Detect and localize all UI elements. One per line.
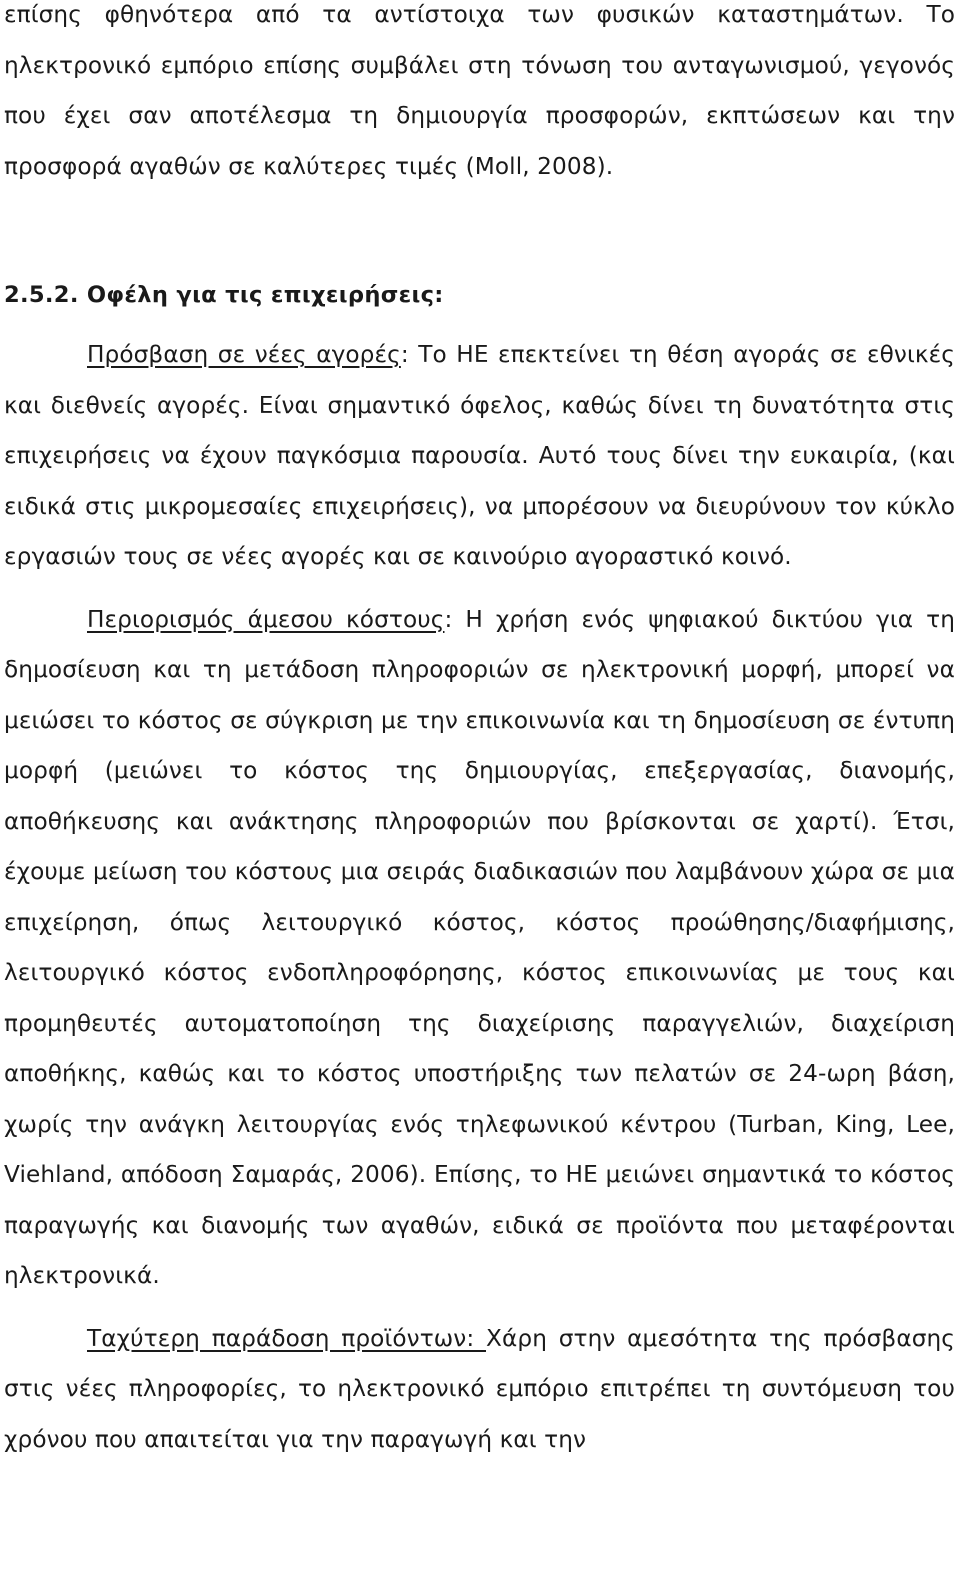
paragraph-market-access — [4, 330, 955, 583]
spacer — [4, 320, 955, 330]
intro-paragraph: επίσης φθηνότερα από τα αντίστοιχα των φυσικών καταστημάτων. Το ηλεκτρονικό εμπόριο επίσης συμβάλει στη τόνωση του ανταγωνισμού, γεγονός που έχει σαν αποτέλεσμα τη δημιουργία προσφορών, εκπτώσεων και την προσφορά αγαθών σε καλύτερες τιμές (Moll, 2008). — [4, 1, 955, 180]
paragraph-faster-delivery — [4, 1314, 955, 1466]
term-faster-delivery: Ταχύτερη παράδοση προϊόντων: — [87, 1324, 486, 1352]
paragraph-cost-reduction — [4, 595, 955, 1302]
paragraph-body: Χάρη στην αμεσότητα της πρόσβασης στις νέες πληροφορίες, το ηλεκτρονικό εμπόριο επιτρέπει τη συντόμευση του χρόνου που απαιτείται για την παραγωγή και την — [4, 1324, 956, 1453]
term-market-access: Πρόσβαση σε νέες αγορές — [87, 341, 401, 368]
spacer — [4, 1302, 955, 1314]
paragraph-body: Το ΗΕ επεκτείνει τη θέση αγοράς σε εθνικές και διεθνείς αγορές. Είναι σημαντικό όφελος, καθώς δίνει τη δυνατότητα στις επιχειρήσεις να έχουν παγκόσμια παρουσία. Αυτό τους δίνει την ευκαιρία, (και ειδικά στις μικρομεσαίες επιχειρήσεις), να μπορέσουν να διευρύνουν τον κύκλο εργασιών τους σε νέες αγορές και σε καινούριο αγοραστικό κοινό. — [4, 341, 956, 570]
term-cost-reduction: Περιορισμός άμεσου κόστους — [87, 605, 445, 633]
spacer — [4, 192, 955, 270]
term-separator: : — [400, 341, 409, 368]
spacer — [4, 583, 955, 595]
section-heading: 2.5.2. Οφέλη για τις επιχειρήσεις: — [4, 282, 444, 308]
term-separator: : — [444, 605, 453, 633]
paragraph-body: Η χρήση ενός ψηφιακού δικτύου για τη δημοσίευση και τη μετάδοση πληροφοριών σε ηλεκτρονική μορφή, μπορεί να μειώσει το κόστος σε σύγκριση με την επικοινωνία και τη δημοσίευση σε έντυπη μορφή (μειώνει το κόστος της δημιουργίας, επεξεργασίας, διανομής, αποθήκευσης και ανάκτησης πληροφοριών που βρίσκονται σε χαρτί). Έτσι, έχουμε μείωση του κόστους μια σειράς διαδικασιών που λαμβάνουν χώρα σε μια επιχείρηση, όπως λειτουργικό κόστος, κόστος προώθησης/διαφήμισης, λειτουργικό κόστος ενδοπληροφόρησης, κόστος επικοινωνίας με τους και προμηθευτές αυτοματοποίηση της διαχείρισης παραγγελιών, διαχείριση αποθήκης, καθώς και το κόστος υποστήριξης των πελατών σε 24-ωρη βάση, χωρίς την ανάγκη λειτουργίας ενός τηλεφωνικού κέντρου (Turban, King, Lee, Viehland, απόδοση Σαμαράς, 2006). Επίσης, το ΗΕ μειώνει σημαντικά το κόστος παραγωγής και διανομής των αγαθών, ειδικά σε προϊόντα που μεταφέρονται ηλεκτρονικά. — [4, 605, 955, 1289]
